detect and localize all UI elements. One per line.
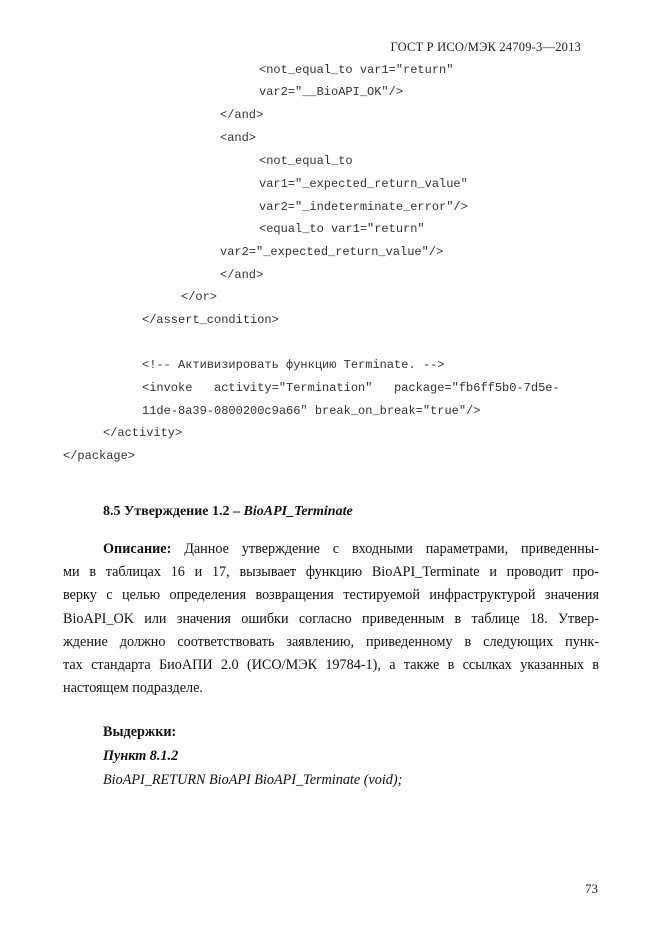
paragraph-line (103, 538, 599, 561)
description-line-text: Данное утверждение с входными параметрами, приведенны- (171, 541, 599, 557)
page-header-standard: ГОСТ Р ИСО/МЭК 24709-3—2013 (390, 40, 581, 54)
description-paragraph (63, 538, 599, 708)
section-title-function: BioAPI_Terminate (243, 504, 353, 519)
code-line: </activity> (103, 426, 183, 440)
code-line: <equal_to var1="return" (259, 222, 425, 236)
code-line: <invoke activity="Termination" package="fb6ff5b0-7d5e- (142, 381, 560, 395)
code-line: var2="_expected_return_value"/> (220, 245, 444, 259)
code-line: <and> (220, 131, 257, 145)
paragraph-line: BioAPI_OK или значения ошибки согласно приведенным в таблице 18. Утвер- (63, 611, 599, 627)
section-heading (103, 504, 353, 520)
function-signature: BioAPI_RETURN BioAPI BioAPI_Terminate (void); (103, 772, 403, 788)
paragraph-line: верку с целью определения возвращения тестируемой инфраструктурой значения (63, 587, 599, 603)
code-line: var2="_indeterminate_error"/> (259, 200, 468, 214)
paragraph-line: настоящем подразделе. (63, 680, 203, 696)
page-number: 73 (585, 881, 598, 896)
code-line: var1="_expected_return_value" (259, 177, 468, 191)
code-line: </assert_condition> (142, 313, 279, 327)
section-number-title: 8.5 Утверждение 1.2 – (103, 504, 244, 519)
code-line: var2="__BioAPI_OK"/> (259, 85, 404, 99)
paragraph-line: ждение должно соответствовать заявлению, приведенному в следующих пунк- (63, 634, 599, 650)
clause-label: Пункт 8.1.2 (103, 748, 179, 764)
code-line: </and> (220, 268, 264, 282)
code-line: 11de-8a39-0800200c9a66" break_on_break="true"/> (142, 404, 481, 418)
extracts-label: Выдержки: (103, 724, 177, 740)
code-line: </or> (181, 290, 218, 304)
code-line: </and> (220, 108, 264, 122)
code-line: </package> (63, 449, 136, 463)
paragraph-line: ми в таблицах 16 и 17, вызывает функцию BioAPI_Terminate и проводит про- (63, 564, 599, 580)
code-line: <not_equal_to var1="return" (259, 63, 454, 77)
code-comment-line: <!-- Активизировать функцию Terminate. --> (142, 358, 445, 372)
description-label: Описание: (103, 541, 172, 557)
paragraph-line: тах стандарта БиоАПИ 2.0 (ИСО/МЭК 19784-1), а также в ссылках указанных в (63, 657, 599, 673)
code-line: <not_equal_to (259, 154, 353, 168)
